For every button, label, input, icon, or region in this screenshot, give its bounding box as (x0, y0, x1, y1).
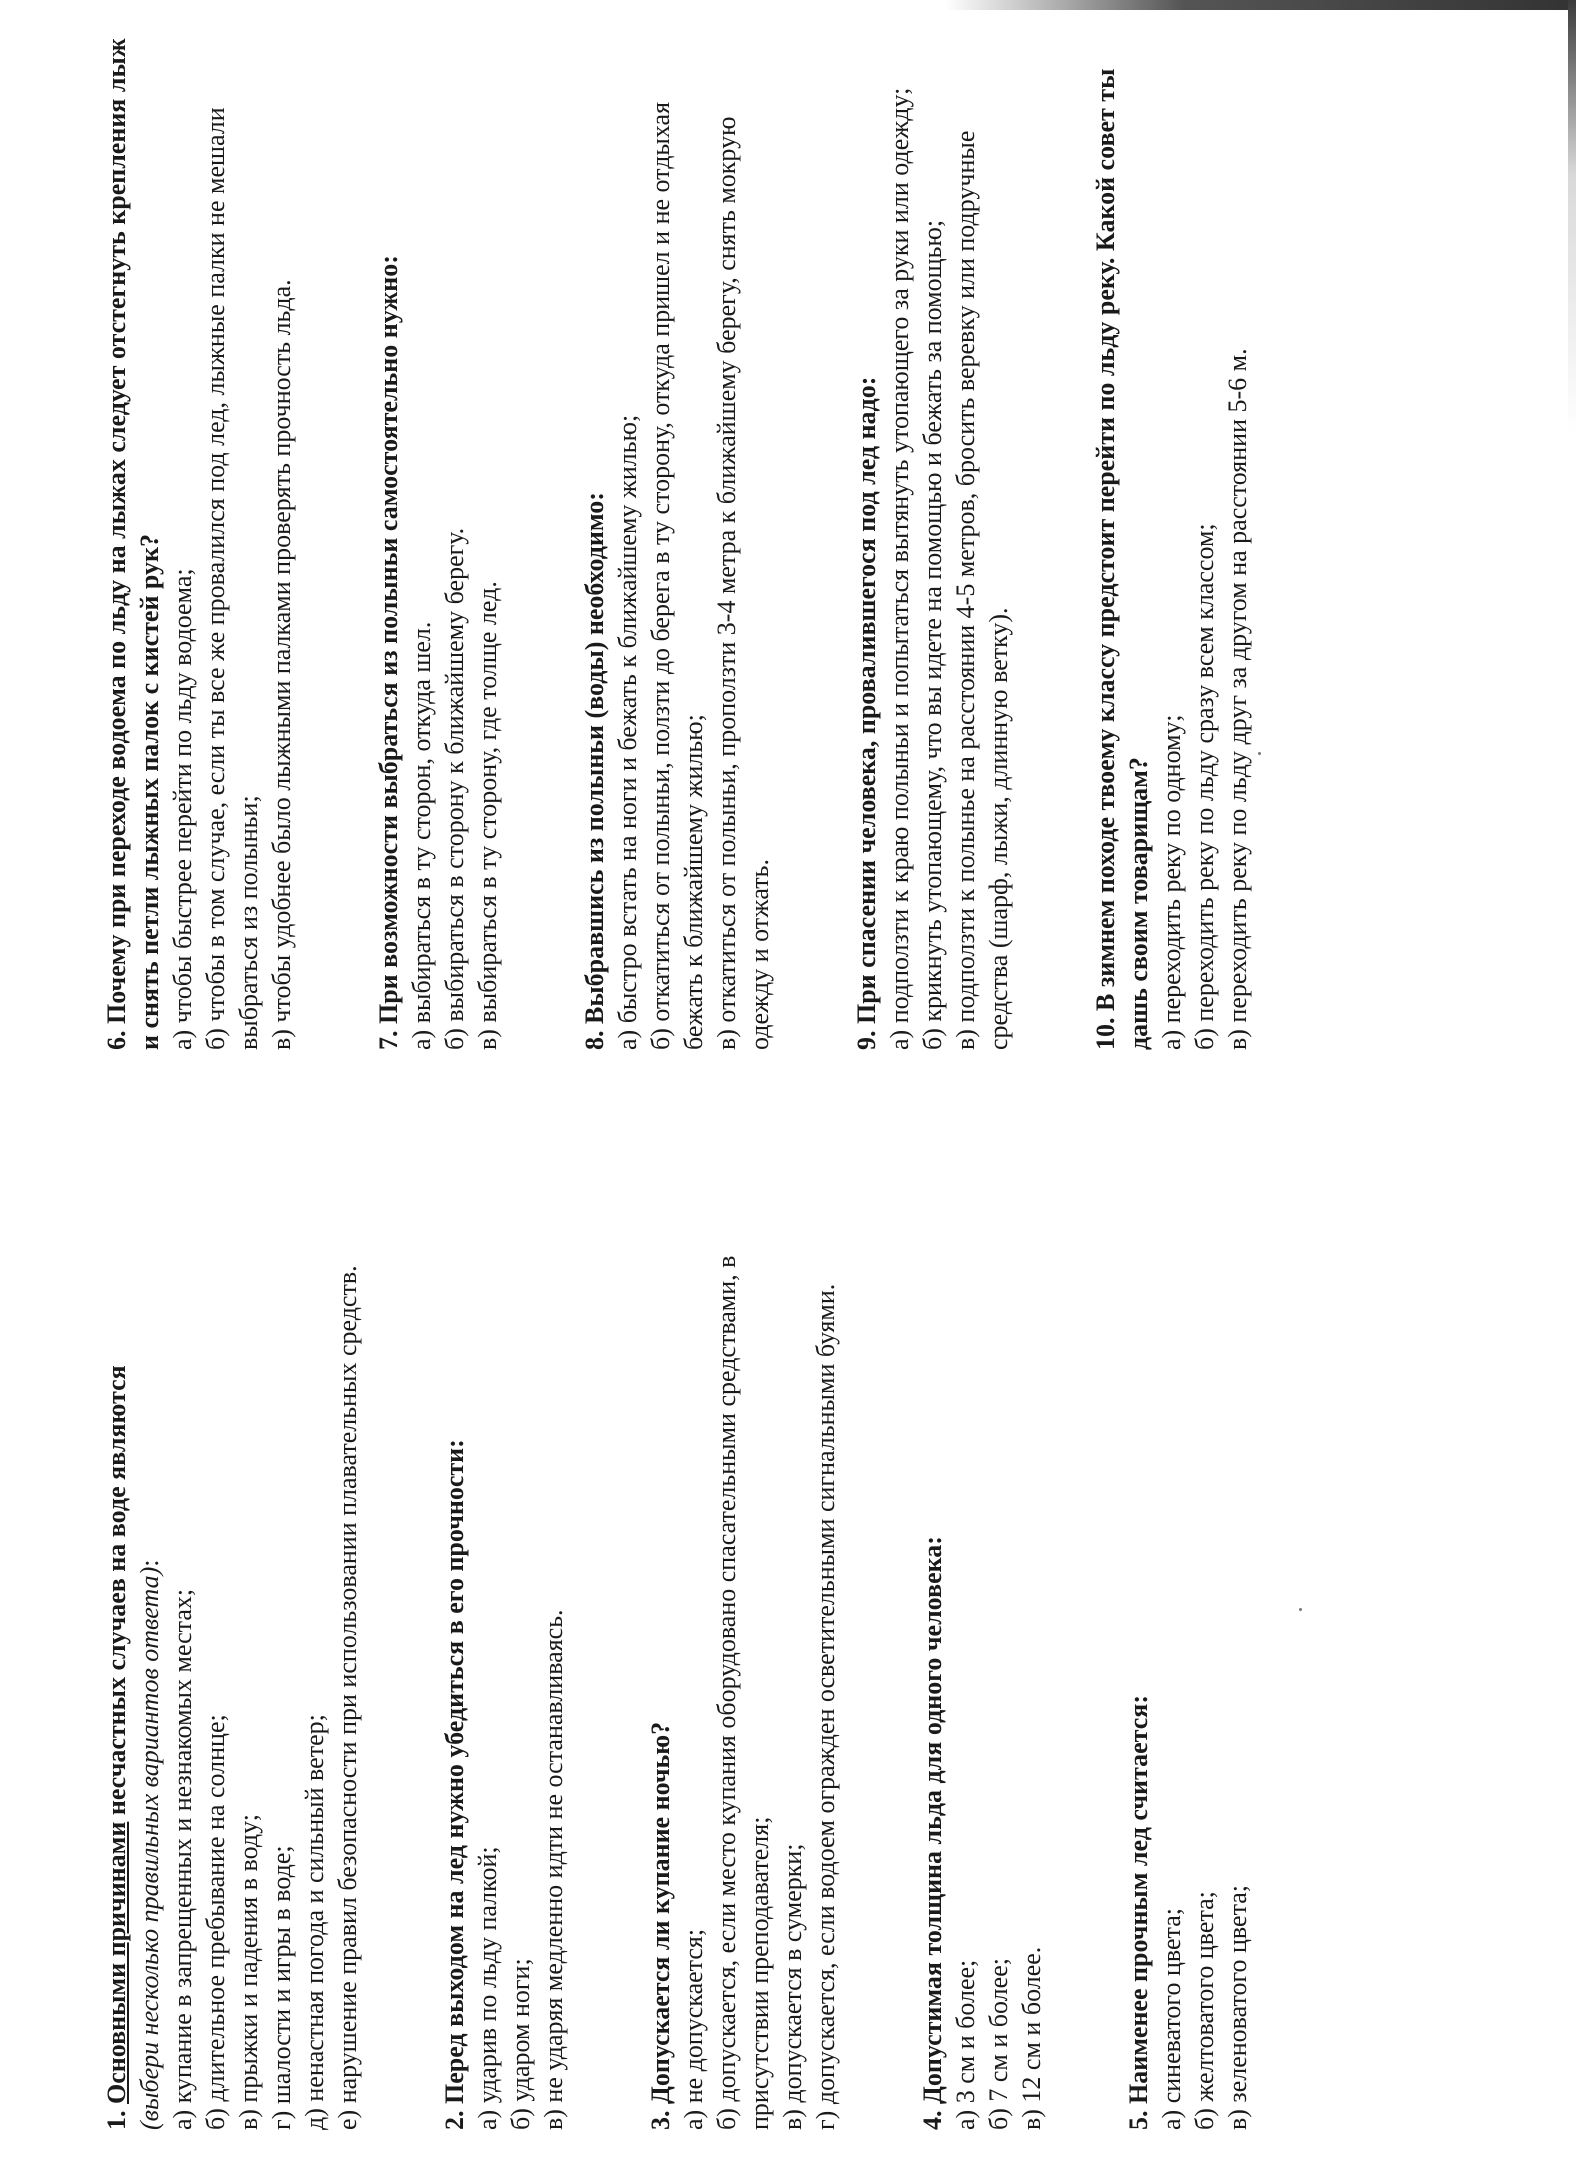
answer-option: б) выбираться в сторону к ближайшему берегу. (440, 527, 469, 1050)
question-6-title: 6. Почему при переходе водоема по льду на лыжах следует отстегнуть крепления лыж и снять петли лыжных палок с кистей рук? (102, 38, 164, 1050)
answer-option: в) откатиться от полыньи, проползти 3-4 метра к ближайшему берегу, снять мокрую одежду и отжать. (712, 116, 774, 1050)
answer-option: а) ударив по льду палкой; (473, 1846, 502, 2130)
question-2 (438, 1110, 570, 2130)
question-4-title: 4. Допустимая толщина льда для одного человека: (918, 1536, 947, 2130)
answer-option: в) чтобы удобнее было лыжными палками проверять прочность льда. (267, 279, 296, 1050)
answer-option: а) купание в запрещенных и незнакомых местах; (168, 1588, 197, 2130)
answer-option: в) подползти к полынье на расстоянии 4-5 метров, бросить веревку или подручные средства (шарф, лыжи, длинную ветку). (951, 130, 1013, 1050)
answer-option: в) допускается в сумерки; (778, 1843, 807, 2130)
question-6 (100, 30, 298, 1050)
answer-option: г) шалости и игры в воде; (267, 1845, 296, 2130)
answer-option: б) допускается, если место купания оборудовано спасательными средствами, в присутствии преподавателя; (712, 1255, 774, 2130)
question-1 (100, 1110, 364, 2130)
answer-option: б) желтоватого цвета; (1190, 1891, 1219, 2130)
question-1-hint-suffix: : (135, 1559, 164, 1567)
answer-option: б) откатиться от полыньи, ползти до берега в ту сторону, откуда пришел и не отдыхая бежать к ближайшему жилью; (646, 101, 708, 1050)
answer-option: б) 7 см и более; (984, 1958, 1013, 2130)
answer-option: б) чтобы в том случае, если ты все же провалился под лед, лыжные палки не мешали выбраться из полыньи; (201, 107, 263, 1050)
rotated-page (100, 30, 1576, 2130)
question-4 (916, 1110, 1048, 2130)
answer-option: в) не ударяя медленно идти не останавливаясь. (539, 1609, 568, 2130)
answer-option: б) переходить реку по льду сразу всем классом; (1190, 523, 1219, 1050)
question-3 (644, 1110, 842, 2130)
left-column (100, 1110, 1328, 2130)
right-column (100, 30, 1328, 1050)
answer-option: г) допускается, если водоем огражден осветительными сигнальными буями. (811, 1283, 840, 2130)
question-7-title: 7. При возможности выбраться из полыньи самостоятельно нужно: (374, 255, 403, 1050)
answer-option: а) чтобы быстрее перейти по льду водоема; (168, 568, 197, 1050)
question-1-title (100, 1110, 133, 2130)
answer-option: е) нарушение правил безопасности при использовании плавательных средств. (333, 1265, 362, 2130)
answer-option: в) 12 см и более. (1017, 1946, 1046, 2130)
question-3-title: 3. Допускается ли купание ночью? (646, 1721, 675, 2130)
answer-option: а) выбираться в ту сторон, откуда шел. (407, 621, 436, 1050)
answer-option: в) переходить реку по льду друг за другом на расстоянии 5-6 м. (1223, 348, 1252, 1050)
answer-option: а) быстро встать на ноги и бежать к ближайшему жилью; (613, 414, 642, 1050)
question-5-title: 5. Наименее прочным лед считается: (1124, 1694, 1153, 2130)
question-2-title: 2. Перед выходом на лед нужно убедиться в его прочности: (440, 1439, 469, 2130)
question-8 (578, 30, 776, 1050)
answer-option: а) не допускается; (679, 1928, 708, 2130)
question-1-title-rest: несчастных случаев на воде являются (102, 1365, 131, 1822)
question-1-number: 1. (102, 2110, 131, 2130)
answer-option: в) прыжки и падения в воду; (234, 1814, 263, 2130)
answer-option: а) 3 см и более; (951, 1959, 980, 2130)
answer-option: д) ненастная погода и сильный ветер; (300, 1714, 329, 2130)
question-9 (850, 30, 1015, 1050)
scan-edge-top (0, 0, 1576, 10)
question-8-title: 8. Выбравшись из полыньи (воды) необходимо: (580, 492, 609, 1050)
question-1-title-underlined: Основными причинами (102, 1821, 131, 2104)
answer-option: в) зеленоватого цвета; (1223, 1884, 1252, 2130)
question-10 (1089, 30, 1254, 1050)
question-1-hint: (выбери несколько правильных вариантов ответа) (135, 1566, 164, 2130)
question-5 (1122, 1110, 1254, 2130)
answer-option: в) выбираться в ту сторону, где толще лед. (473, 581, 502, 1050)
question-9-title: 9. При спасении человека, провалившегося под лед надо: (852, 376, 881, 1050)
answer-option: а) синеватого цвета; (1157, 1908, 1186, 2130)
answer-option: а) переходить реку по одному; (1157, 714, 1186, 1050)
answer-option: б) крикнуть утопающему, что вы идете на помощью и бежать за помощью; (918, 219, 947, 1050)
answer-option: б) длительное пребывание на солнце; (201, 1714, 230, 2130)
answer-option: а) подползти к краю полыньи и попытаться вытянуть утопающего за руки или одежду; (885, 87, 914, 1050)
question-10-title: 10. В зимнем походе твоему классу предстоит перейти по льду реку. Какой совет ты дашь своим товарищам? (1091, 68, 1153, 1050)
question-7 (372, 30, 504, 1050)
question-1-hint-line (133, 1110, 166, 2130)
answer-option: б) ударом ноги; (506, 1958, 535, 2130)
